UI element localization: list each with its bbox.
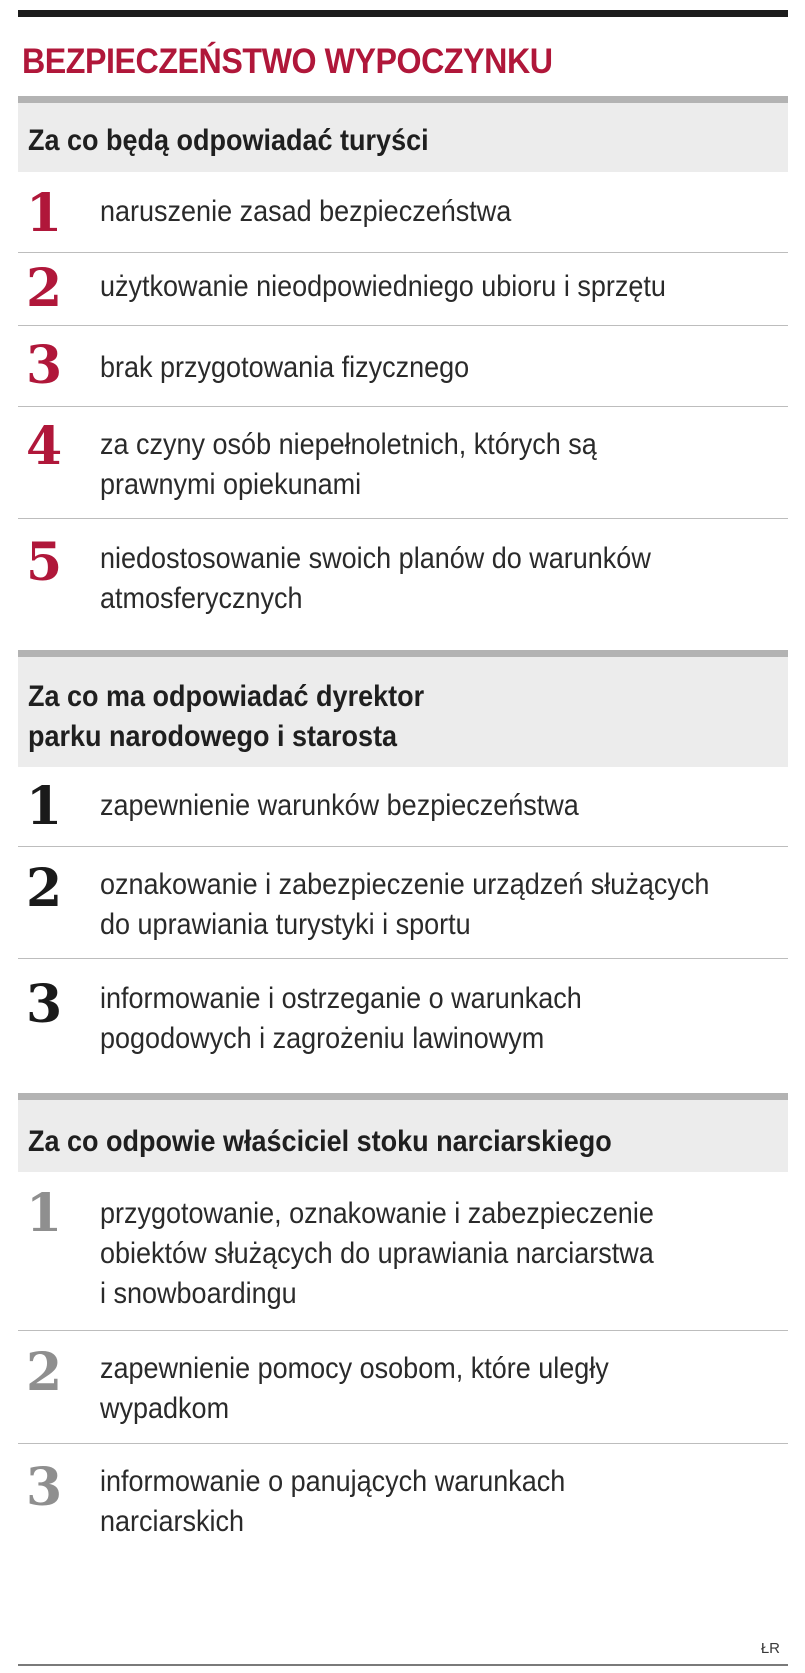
infographic bbox=[18, 0, 788, 1673]
section-header-ski-owner bbox=[18, 1093, 788, 1172]
item-number: 2 bbox=[26, 258, 63, 319]
item-text bbox=[100, 267, 730, 307]
list-item bbox=[18, 326, 788, 407]
item-line: atmosferycznych bbox=[100, 582, 303, 615]
list-item bbox=[18, 1331, 788, 1444]
item-text bbox=[100, 348, 730, 388]
list-item bbox=[18, 1172, 788, 1331]
list-item bbox=[18, 959, 788, 1092]
item-line: użytkowanie nieodpowiedniego ubioru i sprzętu bbox=[100, 270, 666, 303]
item-line: zapewnienie warunków bezpieczeństwa bbox=[100, 789, 579, 822]
item-number: 2 bbox=[26, 1342, 63, 1403]
item-line: pogodowych i zagrożeniu lawinowym bbox=[100, 1022, 545, 1055]
item-text bbox=[100, 1194, 730, 1314]
section-header-text: Za co odpowie właściciel stoku narciarskiego bbox=[28, 1125, 612, 1158]
item-text bbox=[100, 425, 730, 505]
item-line: niedostosowanie swoich planów do warunków bbox=[100, 542, 651, 575]
item-number: 3 bbox=[26, 1457, 63, 1518]
item-number: 1 bbox=[26, 183, 63, 244]
list-item bbox=[18, 253, 788, 326]
item-line: brak przygotowania fizycznego bbox=[100, 351, 470, 384]
item-line: oznakowanie i zabezpieczenie urządzeń służących bbox=[100, 868, 710, 901]
item-number: 2 bbox=[26, 858, 63, 919]
main-title: BEZPIECZEŃSTWO WYPOCZYNKU bbox=[22, 42, 553, 81]
section-header-tourists bbox=[18, 96, 788, 172]
section-header-park-director bbox=[18, 650, 788, 767]
list-item bbox=[18, 847, 788, 959]
item-line: za czyny osób niepełnoletnich, których są bbox=[100, 428, 597, 461]
item-line: narciarskich bbox=[100, 1505, 245, 1538]
item-text bbox=[100, 1349, 730, 1429]
item-line: informowanie i ostrzeganie o warunkach bbox=[100, 982, 582, 1015]
list-item bbox=[18, 519, 788, 649]
item-line: obiektów służących do uprawiania narciarstwa bbox=[100, 1237, 654, 1270]
item-text bbox=[100, 539, 730, 619]
item-line: wypadkom bbox=[100, 1392, 230, 1425]
item-text bbox=[100, 786, 730, 826]
list-item bbox=[18, 172, 788, 253]
list-item bbox=[18, 767, 788, 847]
item-number: 3 bbox=[26, 974, 63, 1035]
item-line: informowanie o panujących warunkach bbox=[100, 1465, 566, 1498]
item-number: 4 bbox=[26, 416, 63, 477]
section-header-text: Za co ma odpowiadać dyrektor bbox=[28, 680, 425, 713]
item-line: przygotowanie, oznakowanie i zabezpieczenie bbox=[100, 1197, 654, 1230]
item-number: 1 bbox=[26, 776, 63, 837]
item-number: 5 bbox=[26, 532, 63, 593]
item-text bbox=[100, 1462, 730, 1542]
bottom-rule bbox=[18, 1664, 788, 1666]
list-item bbox=[18, 407, 788, 519]
item-line: zapewnienie pomocy osobom, które uległy bbox=[100, 1352, 609, 1385]
item-line: do uprawiania turystyki i sportu bbox=[100, 908, 471, 941]
list-item bbox=[18, 1444, 788, 1562]
item-line: prawnymi opiekunami bbox=[100, 468, 362, 501]
section-header-text: parku narodowego i starosta bbox=[28, 720, 398, 753]
item-text bbox=[100, 192, 730, 232]
item-number: 1 bbox=[26, 1183, 63, 1244]
item-line: naruszenie zasad bezpieczeństwa bbox=[100, 195, 512, 228]
author-credit: ŁR bbox=[760, 1640, 780, 1657]
item-line: i snowboardingu bbox=[100, 1277, 297, 1310]
item-text bbox=[100, 979, 730, 1059]
top-rule bbox=[18, 10, 788, 17]
item-text bbox=[100, 865, 730, 945]
item-number: 3 bbox=[26, 335, 63, 396]
section-header-text: Za co będą odpowiadać turyści bbox=[28, 124, 429, 157]
